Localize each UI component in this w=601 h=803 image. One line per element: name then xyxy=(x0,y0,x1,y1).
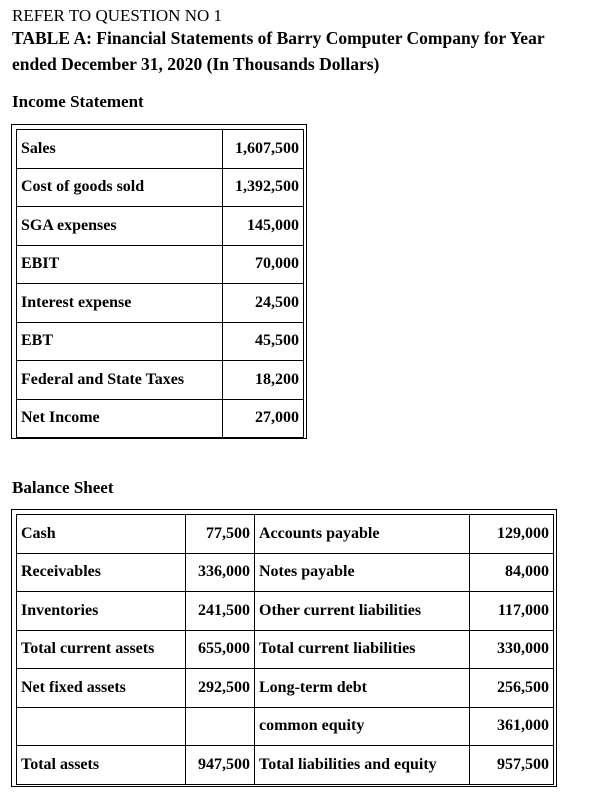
asset-label: Total assets xyxy=(17,746,186,785)
table-row xyxy=(17,130,304,169)
income-label-taxes: Federal and State Taxes xyxy=(17,361,223,400)
table-subtitle: ended December 31, 2020 (In Thousands Dollars) xyxy=(12,54,380,74)
income-value-taxes: 18,200 xyxy=(223,361,304,400)
table-row xyxy=(17,553,554,592)
income-value-sga: 145,000 xyxy=(223,207,304,246)
income-label-net-income: Net Income xyxy=(17,399,223,438)
table-title: TABLE A: Financial Statements of Barry Computer Company for Year xyxy=(12,28,545,48)
liability-value: 256,500 xyxy=(470,669,554,708)
liability-label: Other current liabilities xyxy=(255,592,470,631)
liability-value: 84,000 xyxy=(470,553,554,592)
liability-value: 361,000 xyxy=(470,707,554,746)
liability-value: 129,000 xyxy=(470,515,554,554)
table-row xyxy=(17,592,554,631)
liability-value: 330,000 xyxy=(470,630,554,669)
asset-value: 655,000 xyxy=(186,630,255,669)
liability-label: Notes payable xyxy=(255,553,470,592)
liability-label: Accounts payable xyxy=(255,515,470,554)
asset-label: Total current assets xyxy=(17,630,186,669)
asset-value: 77,500 xyxy=(186,515,255,554)
asset-value: 947,500 xyxy=(186,746,255,785)
income-label-sales: Sales xyxy=(17,130,223,169)
table-row xyxy=(17,284,304,323)
reference-line: REFER TO QUESTION NO 1 xyxy=(12,6,222,25)
asset-value: 241,500 xyxy=(186,592,255,631)
liability-label: Long-term debt xyxy=(255,669,470,708)
liability-label: Total current liabilities xyxy=(255,630,470,669)
income-value-ebt: 45,500 xyxy=(223,322,304,361)
income-statement-table xyxy=(16,129,304,438)
income-value-net-income: 27,000 xyxy=(223,399,304,438)
table-row xyxy=(17,168,304,207)
income-value-sales: 1,607,500 xyxy=(223,130,304,169)
income-label-cogs: Cost of goods sold xyxy=(17,168,223,207)
liability-value: 117,000 xyxy=(470,592,554,631)
asset-label xyxy=(17,707,186,746)
income-value-interest: 24,500 xyxy=(223,284,304,323)
asset-label: Inventories xyxy=(17,592,186,631)
income-value-cogs: 1,392,500 xyxy=(223,168,304,207)
table-row xyxy=(17,322,304,361)
table-row xyxy=(17,399,304,438)
table-row xyxy=(17,361,304,400)
asset-value xyxy=(186,707,255,746)
table-row xyxy=(17,245,304,284)
income-label-ebt: EBT xyxy=(17,322,223,361)
balance-sheet-box xyxy=(11,509,557,787)
income-value-ebit: 70,000 xyxy=(223,245,304,284)
liability-value: 957,500 xyxy=(470,746,554,785)
table-row xyxy=(17,707,554,746)
asset-label: Receivables xyxy=(17,553,186,592)
income-statement-heading: Income Statement xyxy=(12,92,144,111)
income-label-sga: SGA expenses xyxy=(17,207,223,246)
income-statement-box xyxy=(11,124,307,439)
asset-label: Net fixed assets xyxy=(17,669,186,708)
income-label-interest: Interest expense xyxy=(17,284,223,323)
liability-label: Total liabilities and equity xyxy=(255,746,470,785)
table-row xyxy=(17,207,304,246)
asset-label: Cash xyxy=(17,515,186,554)
asset-value: 292,500 xyxy=(186,669,255,708)
balance-sheet-table xyxy=(16,514,554,785)
balance-sheet-heading: Balance Sheet xyxy=(12,478,114,497)
table-row xyxy=(17,630,554,669)
asset-value: 336,000 xyxy=(186,553,255,592)
table-row xyxy=(17,515,554,554)
table-row xyxy=(17,669,554,708)
liability-label: common equity xyxy=(255,707,470,746)
income-label-ebit: EBIT xyxy=(17,245,223,284)
table-row xyxy=(17,746,554,785)
